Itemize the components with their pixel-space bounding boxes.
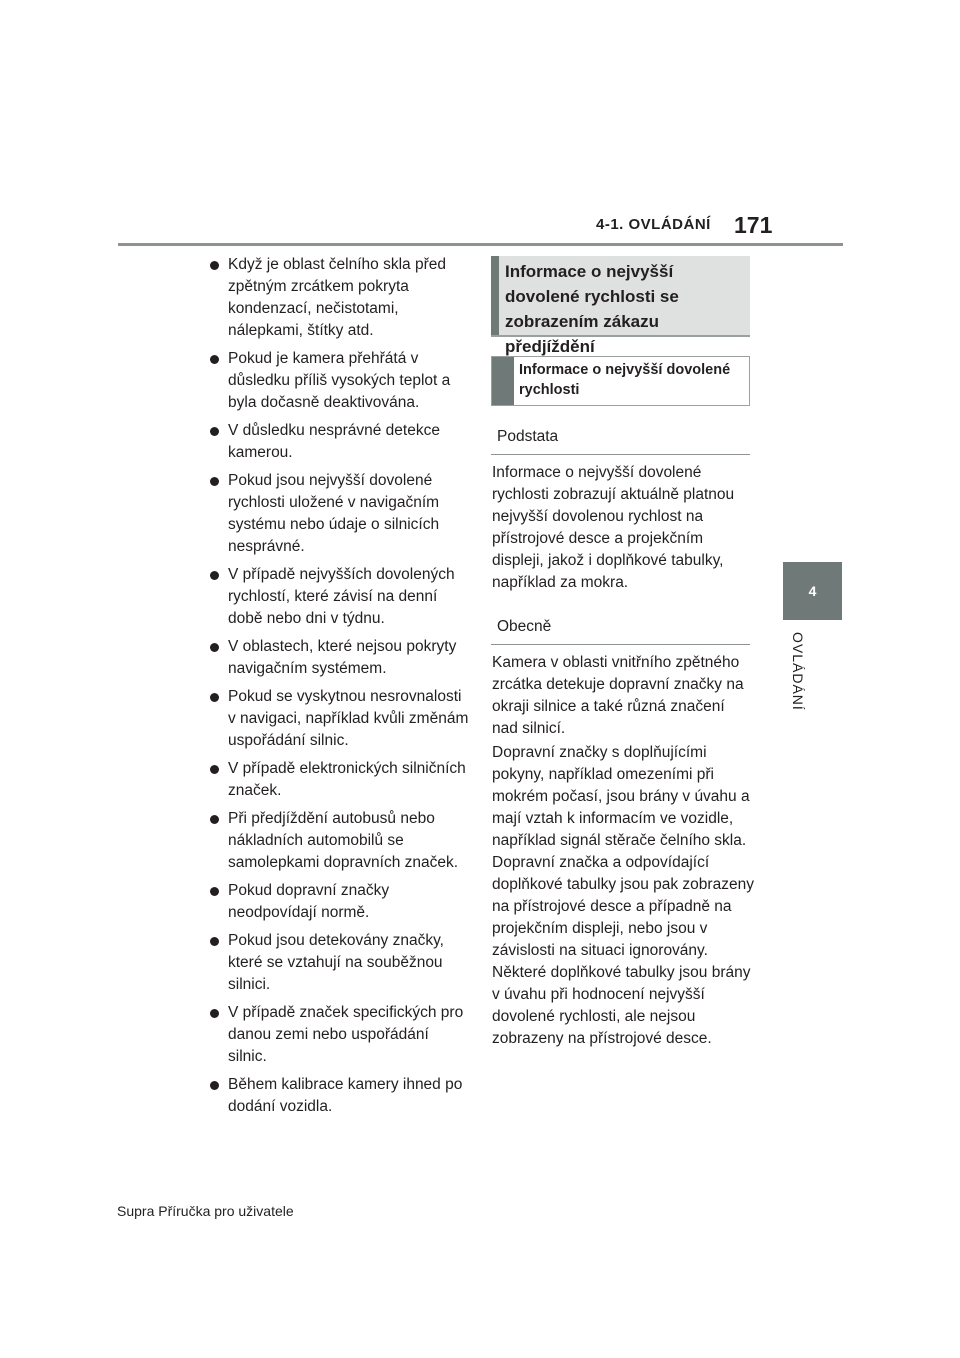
section-title: 4-1. OVLÁDÁNÍ — [596, 216, 711, 233]
bullet-icon — [210, 571, 219, 580]
list-item: V oblastech, které nejsou pokryty navigačním systémem. — [208, 636, 470, 680]
list-item: Pokud dopravní značky neodpovídají normě. — [208, 880, 470, 924]
heading-accent-bar — [491, 256, 499, 335]
list-item: V případě nejvyšších dovolených rychlostí, které závisí na denní době nebo dni v týdnu. — [208, 564, 470, 630]
paragraph-general-1: Kamera v oblasti vnitřního zpětného zrcátka detekuje dopravní značky na okraji silnice a také různá značení nad silnicí. — [492, 654, 744, 737]
list-item: Při předjíždění autobusů nebo nákladních automobilů se samolepkami dopravních značek. — [208, 808, 470, 874]
bullet-icon — [210, 427, 219, 436]
list-item: V případě elektronických silničních značek. — [208, 758, 470, 802]
bullet-icon — [210, 937, 219, 946]
bullet-icon — [210, 815, 219, 824]
footer-text: Supra Příručka pro uživatele — [117, 1203, 294, 1219]
bullet-icon — [210, 477, 219, 486]
subheading-accent-bar — [492, 357, 514, 405]
chapter-label: OVLÁDÁNÍ — [790, 632, 806, 711]
bullet-icon — [210, 887, 219, 896]
list-item: Pokud je kamera přehřátá v důsledku příliš vysokých teplot a byla dočasně deaktivována. — [208, 348, 470, 414]
subsection-heading-text: Informace o nejvyšší dovolené rychlosti — [519, 362, 731, 398]
paragraph-general-2: Dopravní značky s doplňujícími pokyny, například omezeními při mokrém počasí, jsou brány v úvahu a mají vztah k informacím ve vozidle, například signál stěrače čelního skla. Dopravní značka a odpovídající doplňkové tabulky jsou pak zobrazeny na přístrojové desce a případně na projekčním displeji, nebo jsou v závislosti na situaci ignorovány. Některé doplňkové tabulky jsou brány v úvahu při hodnocení nejvyšší dovolené rychlosti, ale nejsou zobrazeny na přístrojové desce. — [492, 744, 754, 1047]
list-item: Pokud jsou detekovány značky, které se vztahují na souběžnou silnici. — [208, 930, 470, 996]
section-heading-text: Informace o nejvyšší dovolené rychlosti se zobrazením zákazu předjíždění — [505, 262, 679, 356]
list-item: Pokud se vyskytnou nesrovnalosti v navigaci, například kvůli změnám uspořádání silnic. — [208, 686, 470, 752]
header-divider — [118, 243, 843, 246]
bullet-icon — [210, 355, 219, 364]
list-item: Když je oblast čelního skla před zpětným zrcátkem pokryta kondenzací, nečistotami, nálepkami, štítky atd. — [208, 254, 470, 342]
section-heading — [491, 256, 750, 356]
chapter-tab: 4 — [783, 562, 842, 620]
list-item: Během kalibrace kamery ihned po dodání vozidla. — [208, 1074, 470, 1118]
bullet-icon — [210, 261, 219, 270]
list-item: V případě značek specifických pro danou zemi nebo uspořádání silnic. — [208, 1002, 470, 1068]
bullet-icon — [210, 765, 219, 774]
label-general: Obecně — [491, 618, 750, 645]
list-item: V důsledku nesprávné detekce kamerou. — [208, 420, 470, 464]
bullet-icon — [210, 693, 219, 702]
bullet-icon — [210, 643, 219, 652]
label-principle: Podstata — [491, 428, 750, 455]
bullet-icon — [210, 1009, 219, 1018]
bullet-icon — [210, 1081, 219, 1090]
paragraph-principle: Informace o nejvyšší dovolené rychlosti zobrazují aktuálně platnou nejvyšší dovolenou rychlost na přístrojové desce a projekčním displeji, jakož i doplňkové tabulky, například za mokra. — [492, 464, 735, 591]
subsection-heading — [491, 356, 750, 406]
list-item: Pokud jsou nejvyšší dovolené rychlosti uložené v navigačním systému nebo údaje o silnicích nesprávné. — [208, 470, 470, 558]
conditions-list — [208, 254, 470, 1124]
page-number: 171 — [734, 212, 773, 238]
